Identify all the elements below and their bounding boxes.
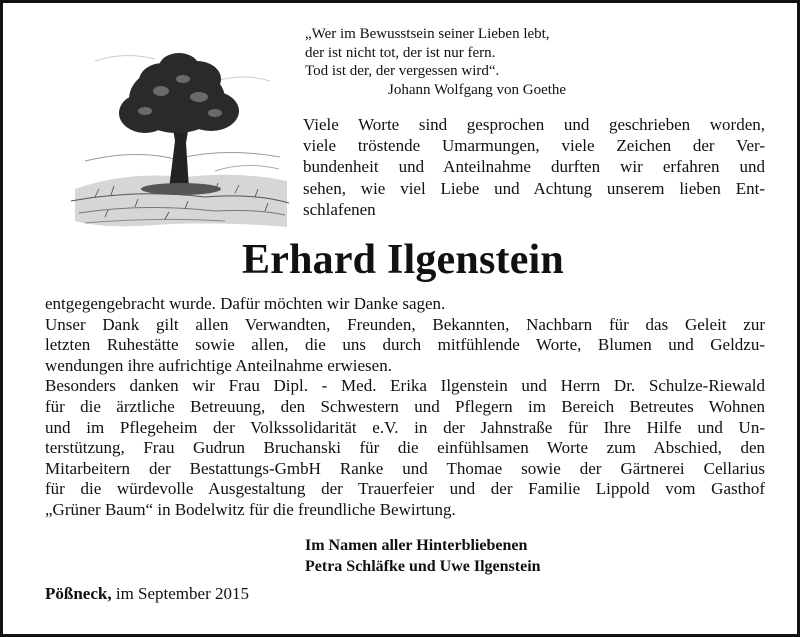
goethe-quote — [305, 25, 605, 99]
body-line: „Grüner Baum“ in Bodelwitz für die freundliche Bewirtung. — [45, 499, 456, 519]
intro-line: Viele Worte sind gesprochen und geschrieben worden, — [303, 115, 765, 134]
intro-line: sehen, wie viel Liebe und Achtung unserem lieben Ent- — [303, 178, 765, 198]
signature-block — [305, 535, 745, 577]
body-line: und im Pflegeheim der Volkssolidarität e.V. in der Jahnstraße für Ihre Hilfe und Un- — [45, 417, 765, 437]
body-line: Besonders danken wir Frau Dipl. - Med. Erika Ilgenstein und Herrn Dr. Schulze-Riewald — [45, 376, 765, 396]
place-city: Pößneck, — [45, 584, 112, 603]
body-line: entgegengebracht wurde. Dafür möchten wir Danke sagen. — [45, 294, 446, 313]
body-line: wendungen ihre aufrichtige Anteilnahme erwiesen. — [45, 355, 392, 375]
quote-line: „Wer im Bewusstsein seiner Lieben lebt, — [305, 26, 550, 42]
thanks-paragraph — [45, 294, 765, 521]
body-line: für die ärztliche Betreuung, den Schwestern und Pflegern im Bereich Betreutes Wohnen — [45, 396, 765, 416]
body-line: Unser Dank gilt allen Verwandten, Freunden, Bekannten, Nachbarn für das Geleit zur — [45, 314, 765, 334]
intro-paragraph — [303, 114, 765, 220]
intro-line: schlafenen — [303, 199, 376, 219]
quote-line: der ist nicht tot, der ist nur fern. — [305, 44, 496, 61]
place-date-text: im September 2015 — [115, 584, 249, 603]
place-date — [45, 583, 249, 604]
body-line: für die würdevolle Ausgestaltung der Trauerfeier und der Familie Lippold vom Gasthof — [45, 479, 765, 499]
intro-line: viele tröstende Umarmungen, viele Zeichen der Ver- — [303, 136, 765, 156]
quote-line: Tod ist der, der vergessen wird“. — [305, 63, 500, 79]
signature-line: Im Namen aller Hinterbliebenen — [305, 537, 528, 554]
body-line: terstützung, Frau Gudrun Bruchanski für die einfühlsamen Worte zum Abschied, den — [45, 438, 765, 458]
tree-landscape-icon — [65, 21, 293, 233]
quote-author: Johann Wolfgang von Goethe — [388, 81, 567, 98]
body-line: Mitarbeitern der Bestattungs-GmbH Ranke und Thomae sowie der Gärtnerei Cellarius — [45, 458, 765, 478]
body-line: letzten Ruhestätte sowie allen, die uns durch mitfühlende Worte, Blumen und Geldzu- — [45, 335, 765, 355]
signature-names: Petra Schläfke und Uwe Ilgenstein — [305, 558, 541, 575]
intro-line: bundenheit und Anteilnahme durften wir erfahren und — [303, 157, 765, 177]
deceased-name: Erhard Ilgenstein — [242, 237, 564, 283]
